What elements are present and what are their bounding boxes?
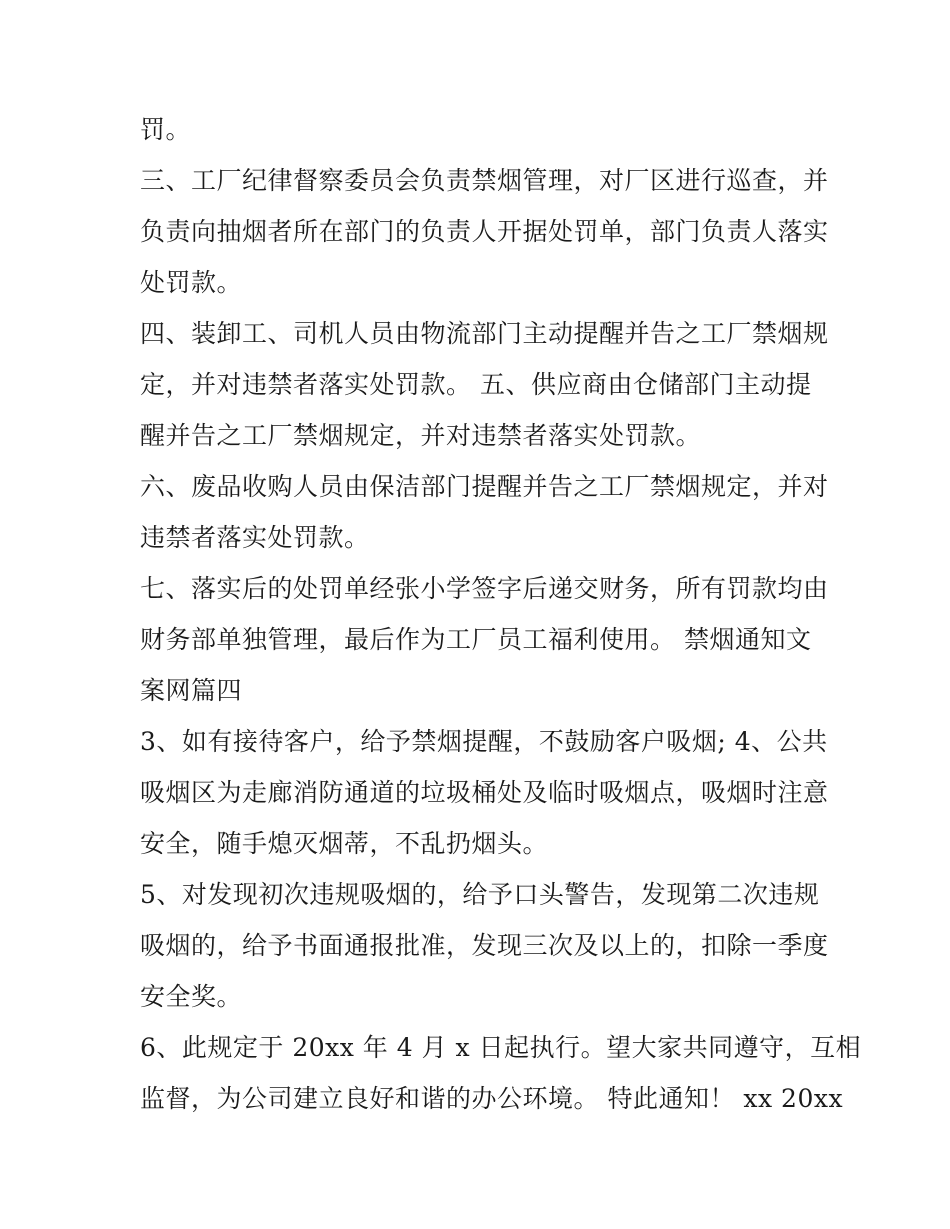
text-line: 吸烟区为走廊消防通道的垃圾桶处及临时吸烟点，吸烟时注意 [140, 778, 829, 807]
text-line: 处罚款。 [140, 268, 243, 297]
text-line: 六、废品收购人员由保洁部门提醒并告之工厂禁烟规定，并对 [140, 472, 829, 501]
text-line: 罚。 [140, 115, 192, 144]
text-line: 三、工厂纪律督察委员会负责禁烟管理，对厂区进行巡查，并 [140, 166, 829, 195]
text-line: 违禁者落实处罚款。 [140, 523, 370, 552]
text-line: 四、装卸工、司机人员由物流部门主动提醒并告之工厂禁烟规 [140, 319, 829, 348]
text-line: 财务部单独管理，最后作为工厂员工福利使用。 禁烟通知文 [140, 625, 812, 654]
text-line: 5、对发现初次违规吸烟的，给予口头警告，发现第二次违规 [140, 880, 820, 909]
text-line: 醒并告之工厂禁烟规定，并对违禁者落实处罚款。 [140, 421, 702, 450]
text-line: 案网篇四 [140, 676, 243, 705]
text-line: 负责向抽烟者所在部门的负责人开据处罚单，部门负责人落实 [140, 217, 829, 246]
text-line: 吸烟的，给予书面通报批准，发现三次及以上的，扣除一季度 [140, 931, 829, 960]
text-line: 安全，随手熄灭烟蒂，不乱扔烟头。 [140, 829, 549, 858]
text-line: 6、此规定于 20xx 年 4 月 x 日起执行。望大家共同遵守，互相 [140, 1033, 862, 1062]
text-line: 安全奖。 [140, 982, 243, 1011]
document-body [140, 104, 862, 1124]
text-line: 监督，为公司建立良好和谐的办公环境。 特此通知！ xx 20xx [140, 1084, 844, 1113]
text-line: 3、如有接待客户，给予禁烟提醒，不鼓励客户吸烟; 4、公共 [140, 727, 828, 756]
text-line: 七、落实后的处罚单经张小学签字后递交财务，所有罚款均由 [140, 574, 829, 603]
text-line: 定，并对违禁者落实处罚款。 五、供应商由仓储部门主动提 [140, 370, 812, 399]
